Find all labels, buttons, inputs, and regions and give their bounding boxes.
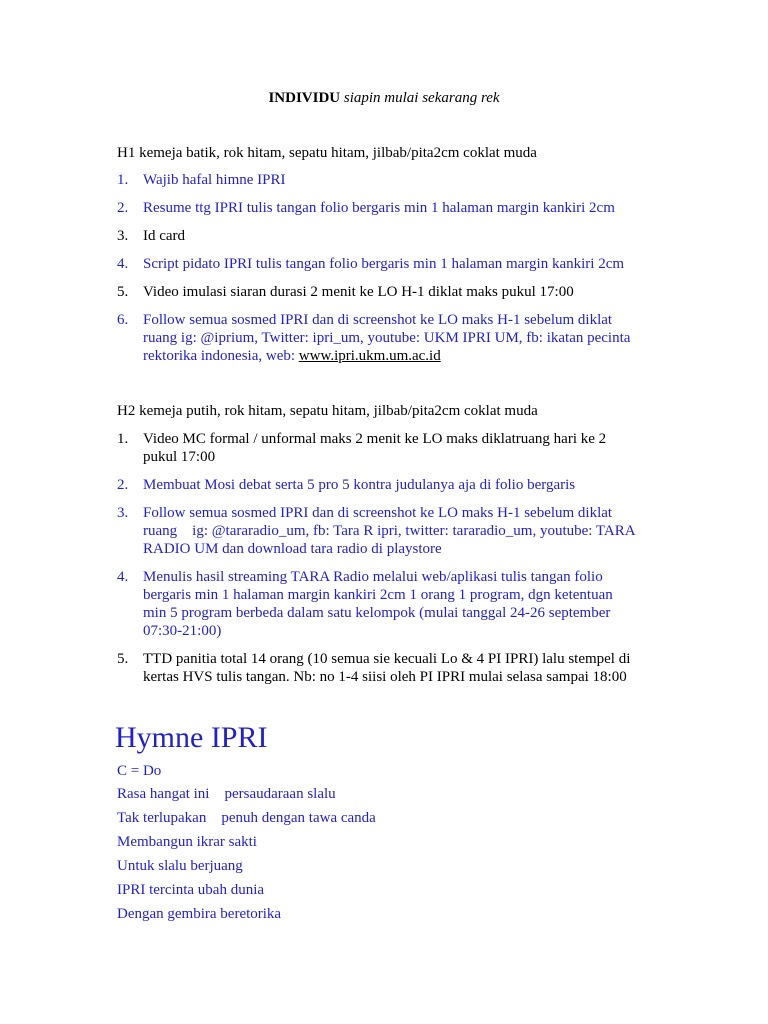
- item-text: Follow semua sosmed IPRI dan di screenshot ke LO maks H-1 sebelum diklat ruang ig: @tararadio_um, fb: Tara R ipri, twitter: tararadio_um, youtube: TARA RADIO UM dan download tara radio di playstore: [143, 505, 639, 557]
- h1-item-1: [117, 171, 657, 189]
- item-number: 5.: [117, 651, 129, 667]
- item-text: Script pidato IPRI tulis tangan folio bergaris min 1 halaman margin kankiri 2cm: [143, 256, 625, 272]
- item-text: Video imulasi siaran durasi 2 menit ke LO H-1 diklat maks pukul 17:00: [143, 284, 574, 300]
- h2-item-5: [117, 650, 657, 686]
- hymn-line: C = Do: [117, 763, 162, 779]
- h1-heading: H1 kemeja batik, rok hitam, sepatu hitam, jilbab/pita2cm coklat muda: [117, 145, 537, 161]
- hymn-line: Tak terlupakan penuh dengan tawa canda: [117, 810, 376, 826]
- item-text: Wajib hafal himne IPRI: [143, 172, 286, 188]
- item-number: 5.: [117, 284, 129, 300]
- hymn-line: IPRI tercinta ubah dunia: [117, 882, 265, 898]
- hymn-title: Hymne IPRI: [115, 721, 268, 754]
- website-link[interactable]: www.ipri.ukm.um.ac.id: [298, 348, 441, 364]
- h2-heading: H2 kemeja putih, rok hitam, sepatu hitam, jilbab/pita2cm coklat muda: [117, 403, 538, 419]
- h2-item-3: [117, 504, 637, 558]
- h2-item-1: [117, 430, 637, 466]
- item-text: Membuat Mosi debat serta 5 pro 5 kontra judulanya aja di folio bergaris: [143, 477, 576, 493]
- item-number: 6.: [117, 312, 129, 328]
- item-text: Menulis hasil streaming TARA Radio melalui web/aplikasi tulis tangan folio bergaris min 1 halaman margin kankiri 2cm 1 orang 1 program, dgn ketentuan min 5 program berbeda dalam satu kelompok (mulai tanggal 24-26 september 07:30-21:00): [143, 569, 613, 639]
- item-number: 2.: [117, 477, 129, 493]
- item-text: Resume ttg IPRI tulis tangan folio bergaris min 1 halaman margin kankiri 2cm: [143, 200, 615, 216]
- hymn-line: Membangun ikrar sakti: [117, 834, 257, 850]
- item-text-body: Follow semua sosmed IPRI dan di screenshot ke LO maks H-1 sebelum diklat ruang ig: @iprium, Twitter: ipri_um, youtube: UKM IPRI UM, fb: ikatan pecinta rektorika indonesia, web:: [143, 312, 631, 364]
- h1-item-5: [117, 283, 657, 301]
- item-text: [143, 311, 637, 365]
- h1-item-2: [117, 199, 657, 217]
- item-number: 2.: [117, 200, 129, 216]
- title-italic: siapin mulai sekarang rek: [343, 90, 500, 106]
- item-text: Video MC formal / unformal maks 2 menit ke LO maks diklatruang hari ke 2 pukul 17:00: [143, 431, 607, 465]
- hymn-line: Rasa hangat ini persaudaraan slalu: [117, 786, 336, 802]
- item-text: Id card: [143, 228, 186, 244]
- title-bold: INDIVIDU: [268, 90, 341, 106]
- hymn-line: Dengan gembira beretorika: [117, 906, 282, 922]
- hymn-line: Untuk slalu berjuang: [117, 858, 243, 874]
- h1-item-3: [117, 227, 657, 245]
- item-number: 3.: [117, 505, 129, 521]
- item-number: 1.: [117, 431, 129, 447]
- h2-item-4: [117, 568, 637, 640]
- item-number: 4.: [117, 569, 129, 585]
- document-title: [0, 89, 768, 107]
- item-text: TTD panitia total 14 orang (10 semua sie kecuali Lo & 4 PI IPRI) lalu stempel di kertas HVS tulis tangan. Nb: no 1-4 siisi oleh PI IPRI mulai selasa sampai 18:00: [143, 651, 631, 685]
- h1-item-6: [117, 311, 637, 365]
- item-number: 3.: [117, 228, 129, 244]
- item-number: 4.: [117, 256, 129, 272]
- item-number: 1.: [117, 172, 129, 188]
- h1-item-4: [117, 255, 657, 273]
- h2-item-2: [117, 476, 657, 494]
